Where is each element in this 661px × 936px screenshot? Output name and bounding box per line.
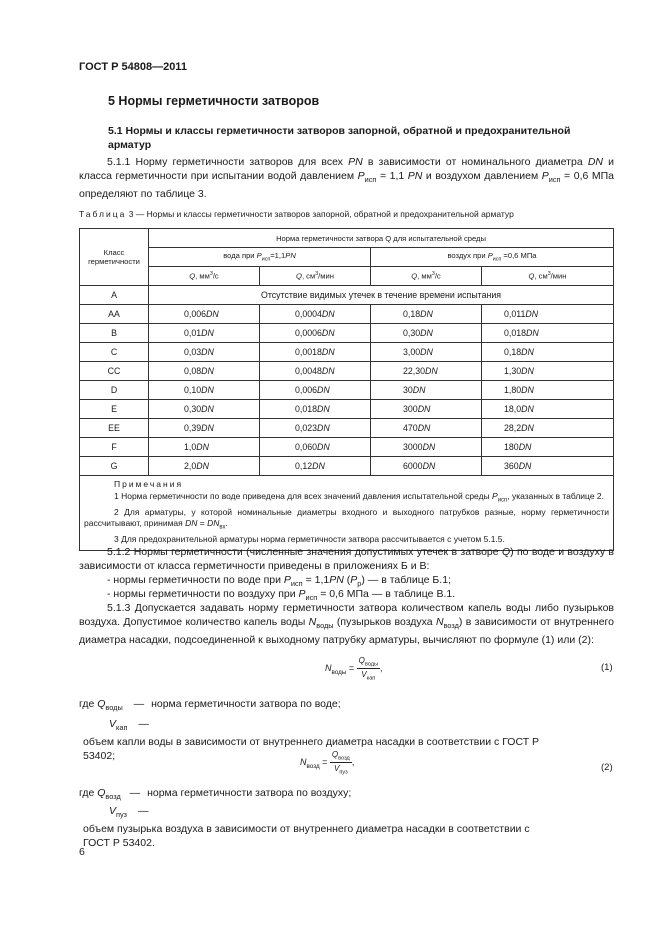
unit-air-cm3: Q, $см^3$/мин	[482, 267, 614, 286]
row-a-text: Отсутствие видимых утечек в течение времени испытания	[149, 286, 614, 305]
unit-water-mm3: Q, $мм^3/с$	[149, 267, 260, 286]
unit-air-mm3: Q, $мм^3/с$	[371, 267, 482, 286]
list-item-air: - нормы герметичности по воздуху при $P_{исп} = 0,6$ МПа — в таблице В.1.	[107, 588, 456, 603]
class-cell: С	[80, 343, 149, 362]
header-norm: Норма герметичности затвора Q для испытательной среды	[149, 229, 614, 248]
value-cell: 22,30DN	[371, 362, 482, 381]
class-cell: E	[80, 400, 149, 419]
where-v-bubble: $V_{пуз}$ — объем пузырька воздуха в зависимости от внутреннего диаметра насадки в соответствии с ГОСТ Р 53402.	[83, 805, 530, 850]
value-cell: 0,018DN	[482, 324, 614, 343]
list-item-water: - нормы герметичности по воде при $P_{исп} = 1,1PN$ $(P_р)$ — в таблице Б.1;	[107, 574, 451, 589]
formula-2: $N_{возд}$ = $\frac{Q_{возд}}{V_{пуз}}$ ,	[300, 750, 355, 776]
value-cell: 0,023DN	[260, 419, 371, 438]
notes-title: Примечания	[114, 479, 184, 489]
value-cell: 0,30DN	[149, 400, 260, 419]
paragraph-5-1-2: 5.1.2 Нормы герметичности (численные значения допустимых утечек в затворе Q) по воде и воздуху в зависимости от класса герметичности приведены в приложениях Б и В:	[79, 546, 614, 572]
value-cell: 180DN	[482, 438, 614, 457]
paragraph-5-1-3: 5.1.3 Допускается задавать норму герметичности затвора количеством капель воды либо пузырьков воздуха. Допустимое количество капель воды $N_{воды}$ (пузырьков воздуха $N_{возд}$) в зависимости от внутреннего диаметра насадки, подсоединенной к выходному патрубку арматуры, вычисляют по формуле (1) или (2):	[79, 602, 614, 647]
table-notes	[80, 476, 614, 551]
value-cell: 0,018DN	[260, 400, 371, 419]
value-cell: 6000DN	[371, 457, 482, 476]
class-cell: СС	[80, 362, 149, 381]
value-cell: 28,2DN	[482, 419, 614, 438]
subsection-title: 5.1 Нормы и классы герметичности затворов запорной, обратной и предохранительной арматур	[108, 125, 571, 151]
class-cell: EE	[80, 419, 149, 438]
value-cell: 1,30DN	[482, 362, 614, 381]
where-q-air: где $Q_{возд}$ — норма герметичности затвора по воздуху;	[79, 787, 352, 802]
value-cell: 360DN	[482, 457, 614, 476]
class-cell: В	[80, 324, 149, 343]
class-cell: D	[80, 381, 149, 400]
value-cell: 300DN	[371, 400, 482, 419]
value-cell: 1,0DN	[149, 438, 260, 457]
value-cell: 0,060DN	[260, 438, 371, 457]
table-body	[80, 305, 614, 476]
class-cell: А	[80, 286, 149, 305]
section-title: 5 Нормы герметичности затворов	[108, 94, 320, 108]
formula-1-number: (1)	[601, 662, 613, 673]
value-cell: 3,00DN	[371, 343, 482, 362]
table-row	[80, 419, 614, 438]
table-row	[80, 305, 614, 324]
table-row	[80, 400, 614, 419]
tightness-table	[79, 228, 614, 551]
value-cell: 0,0006DN	[260, 324, 371, 343]
value-cell: 0,03DN	[149, 343, 260, 362]
table-row	[80, 381, 614, 400]
value-cell: 470DN	[371, 419, 482, 438]
where-q-water: где $Q_{воды}$ — норма герметичности затвора по воде;	[79, 698, 341, 713]
value-cell: 0,18DN	[482, 343, 614, 362]
note-3: 3 Для предохранительной арматуры норма герметичности затвора рассчитывается с учетом 5.1.5.	[114, 534, 505, 545]
formula-2-number: (2)	[601, 762, 613, 773]
document-header: ГОСТ Р 54808—2011	[79, 61, 187, 73]
page-number: 6	[79, 846, 85, 858]
class-cell: F	[80, 438, 149, 457]
note-2: 2 Для арматуры, у которой номинальные диаметры входного и выходного патрубков разные, норму герметичности рассчитывают, принимая DN = $DN_{вх}$.	[84, 506, 609, 531]
value-cell: 0,0004DN	[260, 305, 371, 324]
unit-water-cm3: Q, $см^3$/мин	[260, 267, 371, 286]
value-cell: 0,006DN	[149, 305, 260, 324]
header-class: Класс герметичности	[80, 229, 149, 286]
table-row	[80, 286, 614, 305]
class-cell: АА	[80, 305, 149, 324]
value-cell: 1,80DN	[482, 381, 614, 400]
where-v-drop: $V_{кап}$ — объем капли воды в зависимости от внутреннего диаметра насадки в соответствии с ГОСТ Р 53402;	[83, 718, 540, 763]
value-cell: 3000DN	[371, 438, 482, 457]
table-row	[80, 324, 614, 343]
value-cell: 0,011DN	[482, 305, 614, 324]
value-cell: 0,18DN	[371, 305, 482, 324]
value-cell: 0,12DN	[260, 457, 371, 476]
value-cell: 0,01DN	[149, 324, 260, 343]
formula-1: $N_{воды}$ = $\frac{Q_{воды}}{V_{кап}}$ ,	[325, 656, 383, 682]
value-cell: 0,08DN	[149, 362, 260, 381]
class-cell: G	[80, 457, 149, 476]
value-cell: 18,0DN	[482, 400, 614, 419]
note-1: 1 Норма герметичности по воде приведена для всех значений давления испытательной среды $P_{исп}$, указанных в таблице 2.	[114, 490, 605, 504]
value-cell: 0,006DN	[260, 381, 371, 400]
table-row	[80, 343, 614, 362]
value-cell: 0,0048DN	[260, 362, 371, 381]
header-air: воздух при $P_{исп} =0,6$ МПа	[371, 248, 614, 267]
value-cell: 30DN	[371, 381, 482, 400]
paragraph-5-1-1: 5.1.1 Норму герметичности затворов для всех PN в зависимости от номинального диаметра DN и класса герметичности при испытании водой давлением $P_{исп} = 1,1$ PN и воздухом давлением $P_{исп} = 0,6$ МПа определяют по таблице 3.	[79, 156, 614, 201]
value-cell: 0,10DN	[149, 381, 260, 400]
header-water: вода при $P_{исп}=1,1PN$	[149, 248, 371, 267]
table-caption: Таблица 3 — Нормы и классы герметичности затворов запорной, обратной и предохранительной арматур	[79, 209, 514, 219]
table-row	[80, 362, 614, 381]
value-cell: 0,0018DN	[260, 343, 371, 362]
value-cell: 0,30DN	[371, 324, 482, 343]
value-cell: 2,0DN	[149, 457, 260, 476]
value-cell: 0,39DN	[149, 419, 260, 438]
table-row	[80, 457, 614, 476]
table-row	[80, 438, 614, 457]
